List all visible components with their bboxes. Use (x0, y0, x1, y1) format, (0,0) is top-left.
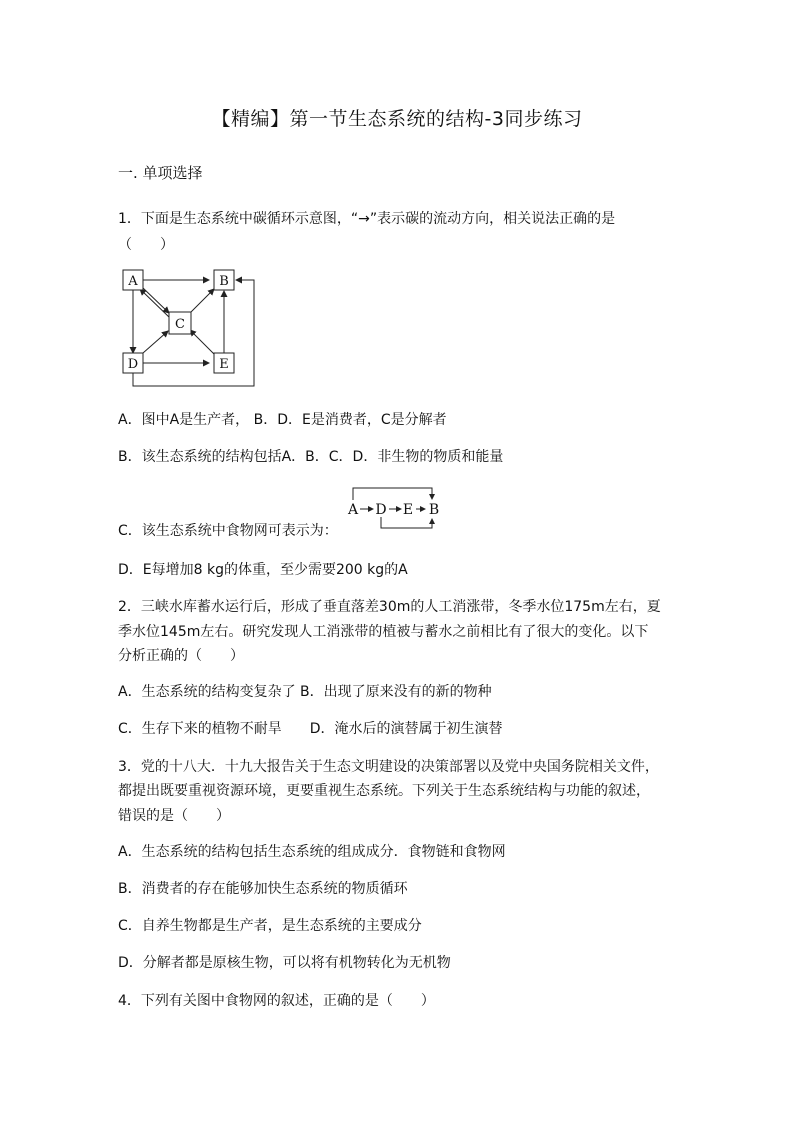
node-e-label: E (219, 357, 229, 372)
q1-option-b: B．该生态系统的结构包括A．B．C．D．非生物的物质和能量 (118, 449, 504, 465)
q3-option-a: A．生态系统的结构包括生态系统的组成成分．食物链和食物网 (118, 844, 506, 860)
node-c-label: C (175, 317, 185, 332)
q3-option-c: C．自养生物都是生产者，是生态系统的主要成分 (118, 918, 422, 934)
chain-label-e: E (402, 502, 414, 518)
page-title: 【精编】第一节生态系统的结构-3同步练习 (211, 108, 583, 130)
q2-stem-line3: 分析正确的（ ） (118, 648, 244, 664)
food-web-chain-diagram (345, 482, 445, 534)
q3-stem-line2: 都提出既要重视资源环境，更要重视生态系统。下列关于生态系统结构与功能的叙述， (118, 783, 650, 799)
arrow-e-to-c (190, 330, 214, 354)
arrow-d-to-c (143, 331, 168, 353)
chain-arrow-d-to-b-bottom (381, 517, 432, 528)
q1-option-c: C．该生态系统中食物网可表示为： (118, 523, 338, 539)
q3-stem-line1: 3．党的十八大．十九大报告关于生态文明建设的决策部署以及党中央国务院相关文件， (118, 759, 659, 775)
q1-stem-line2: （ ） (118, 237, 174, 253)
chain-arrow-a-to-b-top (353, 488, 432, 500)
q2-options-ab: A．生态系统的结构变复杂了 B．出现了原来没有的新的物种 (118, 684, 492, 700)
chain-label-d: D (375, 502, 387, 518)
node-d-label: D (127, 357, 139, 372)
chain-label-a: A (347, 502, 359, 518)
arrow-a-to-c (143, 288, 169, 313)
q3-option-b: B．消费者的存在能够加快生态系统的物质循环 (118, 881, 408, 897)
carbon-cycle-diagram (118, 264, 263, 392)
node-a-label: A (128, 274, 138, 289)
q3-stem-line3: 错误的是（ ） (118, 808, 230, 824)
q4-stem-line1: 4．下列有关图中食物网的叙述，正确的是（ ） (118, 993, 435, 1009)
q1-stem-line1: 1．下面是生态系统中碳循环示意图，“→”表示碳的流动方向，相关说法正确的是 (118, 211, 616, 227)
q3-option-d: D．分解者都是原核生物，可以将有机物转化为无机物 (118, 955, 451, 971)
q2-options-cd: C．生存下来的植物不耐旱 D．淹水后的演替属于初生演替 (118, 721, 503, 737)
node-b-label: B (219, 274, 229, 289)
q2-stem-line1: 2．三峡水库蓄水运行后，形成了垂直落差30m的人工消涨带，冬季水位175m左右，夏 (118, 599, 661, 615)
chain-label-b: B (428, 502, 440, 518)
q1-option-a: A．图中A是生产者， B．D．E是消费者，C是分解者 (118, 412, 447, 428)
q1-option-d: D．E每增加8 kg的体重，至少需要200 kg的A (118, 562, 408, 578)
arrow-c-to-b (190, 289, 214, 313)
arrow-c-to-a (140, 289, 170, 318)
section-heading: 一. 单项选择 (118, 164, 203, 182)
q2-stem-line2: 季水位145m左右。研究发现人工消涨带的植被与蓄水之前相比有了很大的变化。以下 (118, 624, 649, 640)
